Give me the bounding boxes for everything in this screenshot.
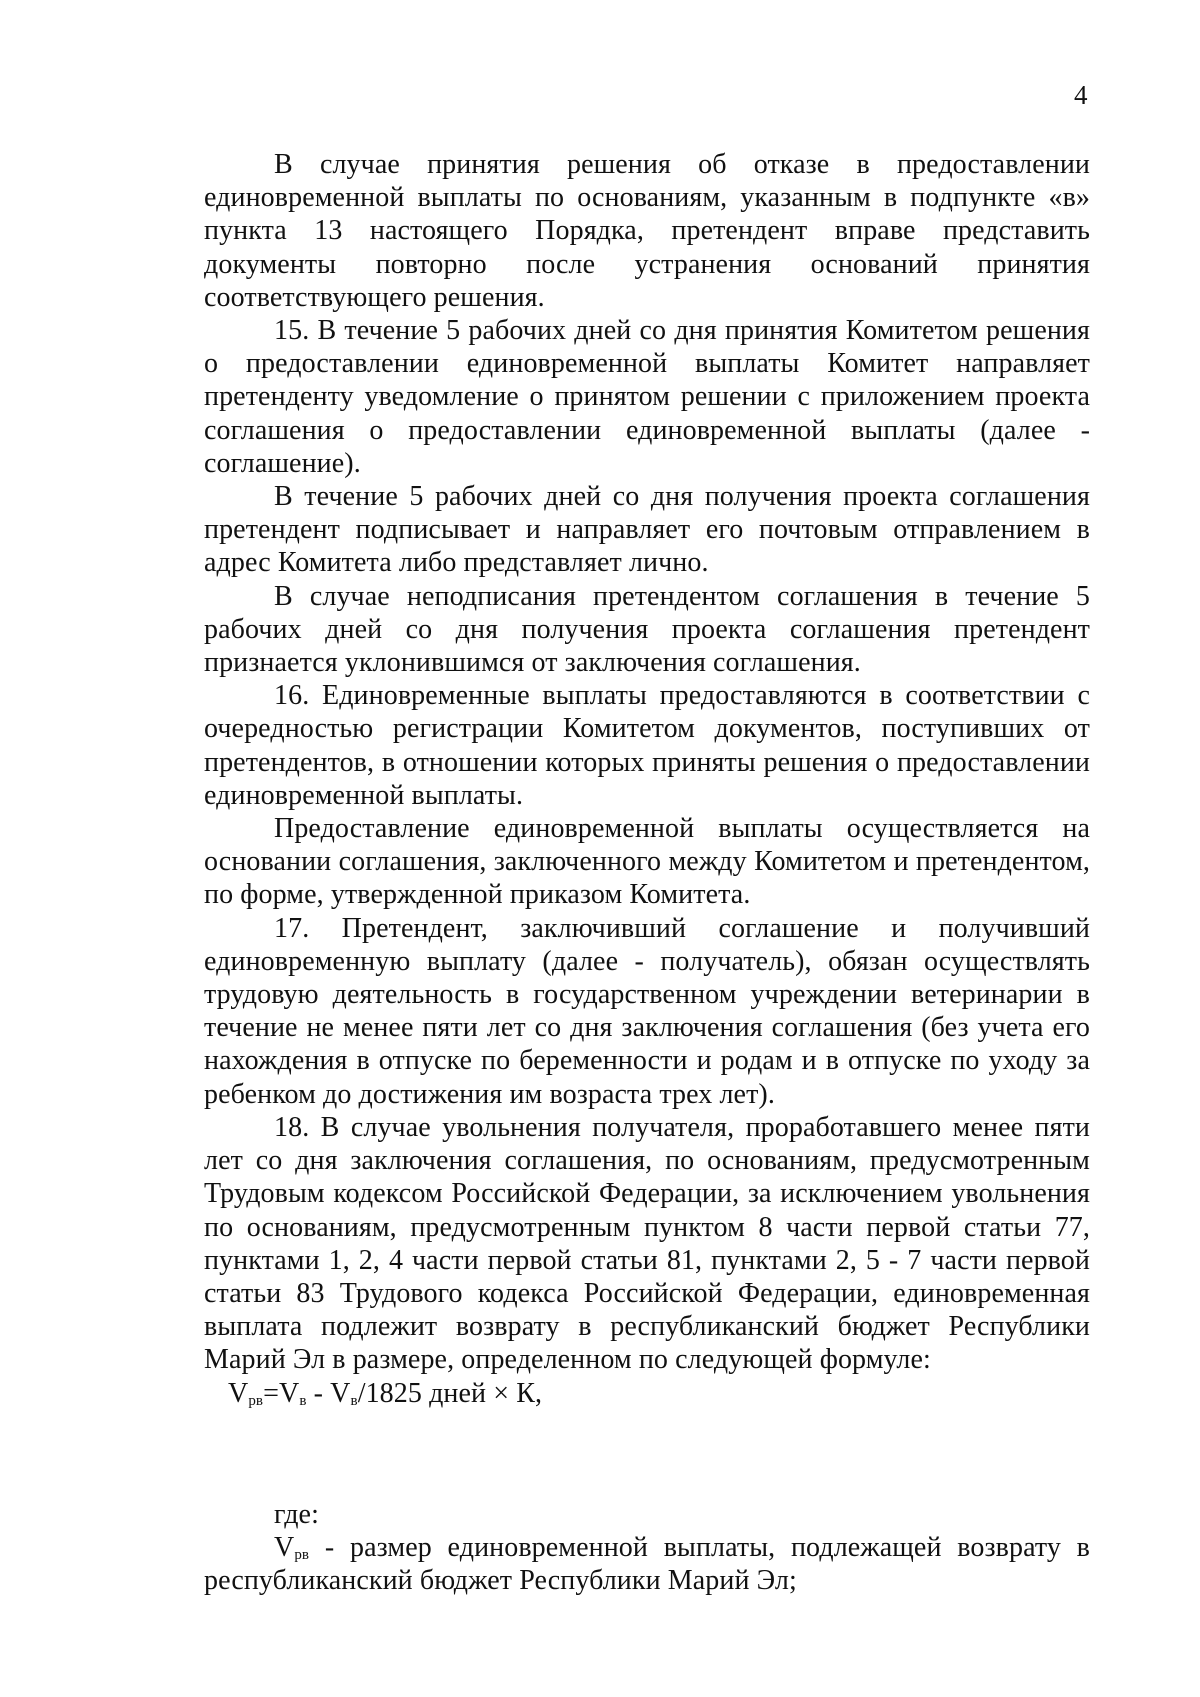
paragraph-15: 15. В течение 5 рабочих дней со дня принятия Комитетом решения о предоставлении единовременной выплаты Комитет направляет претенденту уведомление о принятом решении с приложением проекта соглашения о предоставлении единовременной выплаты (далее - соглашение). xyxy=(204,315,1090,479)
definition-vrv xyxy=(204,1531,1090,1597)
formula-equals: = xyxy=(263,1377,280,1409)
formula-sub-rv: рв xyxy=(248,1392,264,1409)
paragraph-17: 17. Претендент, заключивший соглашение и получивший единовременную выплату (далее - получатель), обязан осуществлять трудовую деятельность в государственном учреждении ветеринарии в течение не менее пяти лет со дня заключения соглашения (без учета его нахождения в отпуске по беременности и родам и в отпуске по уходу за ребенком до достижения им возраста трех лет). xyxy=(204,912,1090,1110)
paragraph-unsigned: В случае неподписания претендентом соглашения в течение 5 рабочих дней со дня получения проекта соглашения претендент признается уклонившимся от заключения соглашения. xyxy=(204,580,1090,679)
formula-minus: - xyxy=(306,1377,331,1409)
formula-sub-v2: в xyxy=(350,1392,358,1409)
paragraph-18: 18. В случае увольнения получателя, проработавшего менее пяти лет со дня заключения соглашения, по основаниям, предусмотренным Трудовым кодексом Российской Федерации, за исключением увольнения по основаниям, предусмотренным пунктом 8 части первой статьи 77, пунктами 1, 2, 4 части первой статьи 81, пунктами 2, 5 - 7 части первой статьи 83 Трудового кодекса Российской Федерации, единовременная выплата подлежит возврату в республиканский бюджет Республики Марий Эл в размере, определенном по следующей формуле: xyxy=(204,1111,1090,1376)
definition-text: - размер единовременной выплаты, подлежащей возврату в республиканский бюджет Республики Марий Эл; xyxy=(204,1531,1090,1597)
definition-symbol: V xyxy=(274,1531,295,1563)
where-label: где: xyxy=(274,1498,319,1530)
formula-v-v2: V xyxy=(330,1377,351,1409)
refund-formula xyxy=(204,1377,1090,1410)
formula-rest: /1825 дней × К, xyxy=(357,1377,543,1409)
formula-v-v: V xyxy=(279,1377,300,1409)
paragraph-signing: В течение 5 рабочих дней со дня получения проекта соглашения претендент подписывает и направляет его почтовым отправлением в адрес Комитета либо представляет лично. xyxy=(204,481,1090,579)
formula-sub-v: в xyxy=(299,1392,307,1409)
formula-v-rv: V xyxy=(228,1377,249,1409)
paragraph-provision: Предоставление единовременной выплаты осуществляется на основании соглашения, заключенного между Комитетом и претендентом, по форме, утвержденной приказом Комитета. xyxy=(204,813,1090,911)
document-body xyxy=(204,148,1090,1597)
page-number: 4 xyxy=(1074,80,1088,110)
paragraph-refusal: В случае принятия решения об отказе в предоставлении единовременной выплаты по основаниям, указанным в подпункте «в» пункта 13 настоящего Порядка, претендент вправе представить документы повторно после устранения оснований принятия соответствующего решения. xyxy=(204,149,1090,313)
paragraph-16: 16. Единовременные выплаты предоставляются в соответствии с очередностью регистрации Комитетом документов, поступивших от претендентов, в отношении которых приняты решения о предоставлении единовременной выплаты. xyxy=(204,680,1090,811)
definition-sub: рв xyxy=(294,1546,310,1563)
